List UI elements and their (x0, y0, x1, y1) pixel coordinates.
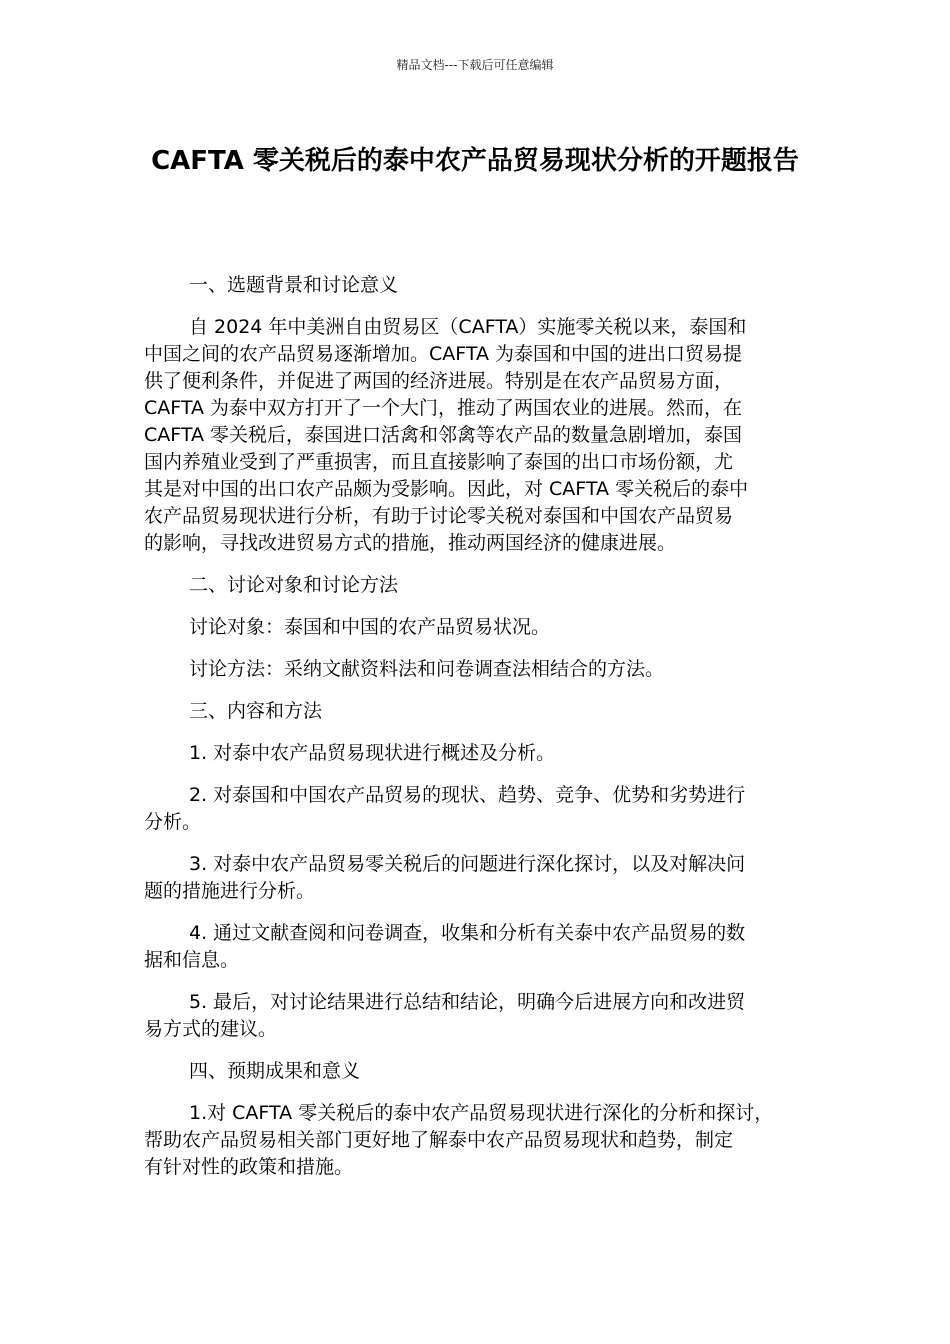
content-item-4: 4. 通过文献查阅和问卷调查，收集和分析有关泰中农产品贸易的数 据和信息。 (144, 922, 746, 971)
content-item-3: 3. 对泰中农产品贸易零关税后的问题进行深化探讨，以及对解决问 题的措施进行分析。 (144, 853, 746, 902)
document-title: CAFTA 零关税后的泰中农产品贸易现状分析的开题报告 (151, 146, 799, 176)
research-method: 讨论方法：采纳文献资料法和问卷调查法相结合的方法。 (189, 658, 665, 680)
page-header-note: 精品文档---下载后可任意编辑 (396, 58, 554, 72)
section-1-heading: 一、选题背景和讨论意义 (189, 274, 399, 296)
research-object: 讨论对象：泰国和中国的农产品贸易状况。 (189, 616, 551, 638)
section-2-heading: 二、讨论对象和讨论方法 (189, 574, 399, 596)
section-3-heading: 三、内容和方法 (189, 700, 323, 722)
section-1-paragraph: 自 2024 年中美洲自由贸易区（CAFTA）实施零关税以来，泰国和 中国之间的农产品贸易逐渐增加。CAFTA 为泰国和中国的进出口贸易提 供了便利条件，并促进了两国的经济进展。特别是在农产品贸易方面， CAFTA 为泰中双方打开了一个大门，推动了两国农业的进展。然而，在 CAFTA 零关税后，泰国进口活禽和邻禽等农产品的数量急剧增加，泰国 国内养殖业受到了严重损害，而且直接影响了泰国的出口市场份额，尤 其是对中国的出口农产品颇为受影响。因此，对 CAFTA 零关税后的泰中 农产品贸易现状进行分析，有助于讨论零关税对泰国和中国农产品贸易 的影响，寻找改进贸易方式的措施，推动两国经济的健康进展。 (144, 316, 749, 554)
expected-result-item-1: 1.对 CAFTA 零关税后的泰中农产品贸易现状进行深化的分析和探讨， 帮助农产品贸易相关部门更好地了解泰中农产品贸易现状和趋势，制定 有针对性的政策和措施。 (144, 1102, 774, 1178)
document-body (144, 272, 804, 1196)
content-item-1: 1. 对泰中农产品贸易现状进行概述及分析。 (189, 742, 556, 764)
content-item-2: 2. 对泰国和中国农产品贸易的现状、趋势、竞争、优势和劣势进行 分析。 (144, 784, 746, 833)
section-4-heading: 四、预期成果和意义 (189, 1060, 361, 1082)
content-item-5: 5. 最后，对讨论结果进行总结和结论，明确今后进展方向和改进贸 易方式的建议。 (144, 991, 746, 1040)
